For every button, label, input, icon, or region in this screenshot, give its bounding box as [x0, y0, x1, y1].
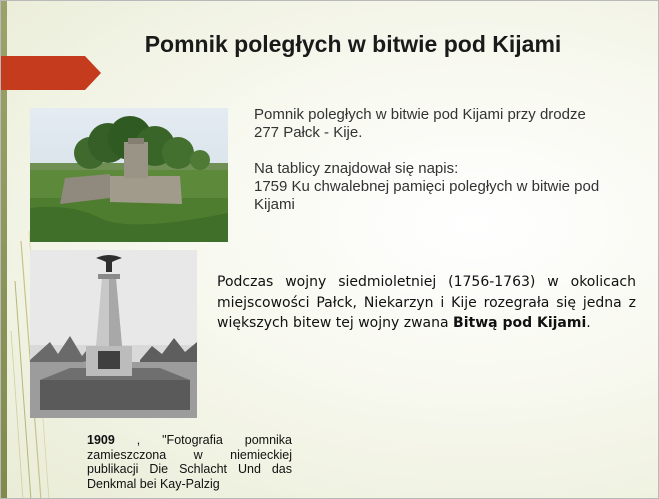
inscription-line-3: Kijami — [254, 196, 295, 213]
monument-color-photo — [30, 108, 228, 242]
photo-caption — [87, 433, 292, 491]
caption-year: 1909 — [87, 433, 115, 447]
inscription-line-2: 1759 Ku chwalebnej pamięci poległych w bitwie pod — [254, 178, 600, 195]
monument-1909-bw-photo — [30, 250, 197, 418]
slide-title: Pomnik poległych w bitwie pod Kijami — [144, 31, 562, 57]
accent-arrow — [1, 56, 101, 90]
intro-line-2: 277 Pałck - Kije. — [254, 124, 363, 141]
monument-info-text — [254, 106, 634, 214]
description-text: Podczas wojny siedmioletniej (1756-1763) w okolicach miejscowości Pałck, Niekarzyn i Kije rozegrała się jedna z większych bitew tej wojny zwana — [217, 274, 636, 331]
battle-name: Bitwą pod Kijami — [453, 315, 587, 331]
intro-line-1: Pomnik poległych w bitwie pod Kijami przy drodze — [254, 106, 586, 123]
battle-description — [217, 272, 636, 334]
inscription-line-1: Na tablicy znajdował się napis: — [254, 160, 459, 177]
description-end: . — [586, 315, 591, 331]
caption-text: , "Fotografia pomnika zamieszczona w niemieckiej publikacji Die Schlacht Und das Denkmal bei Kay-Palzig — [87, 433, 292, 491]
